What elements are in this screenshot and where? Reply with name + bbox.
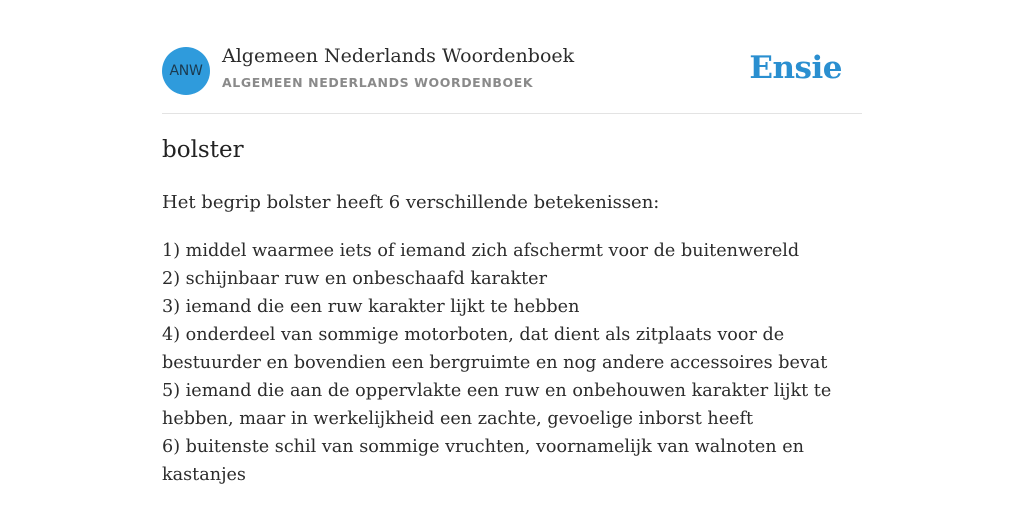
meaning-item: 1) middel waarmee iets of iemand zich afschermt voor de buitenwereld [162, 241, 800, 261]
entry-word: bolster [162, 137, 244, 163]
meaning-item: 3) iemand die een ruw karakter lijkt te hebben [162, 297, 580, 317]
entry-intro: Het begrip bolster heeft 6 verschillende betekenissen: [162, 192, 660, 213]
meaning-item: 6) buitenste schil van sommige vruchten, voornamelijk van walnoten en kastanjes [162, 437, 804, 485]
meaning-item: 2) schijnbaar ruw en onbeschaafd karakter [162, 269, 548, 289]
meaning-item: 4) onderdeel van sommige motorboten, dat dient als zitplaats voor de bestuurder en bovendien een bergruimte en nog andere accessoires bevat [162, 325, 828, 373]
card-header [162, 0, 862, 114]
definition-card [162, 0, 862, 485]
anw-logo[interactable]: ANW [162, 47, 210, 95]
source-subtitle: ALGEMEEN NEDERLANDS WOORDENBOEK [222, 75, 534, 90]
ensie-brand-logo[interactable]: Ensie [749, 50, 842, 86]
meaning-item: 5) iemand die aan de oppervlakte een ruw en onbehouwen karakter lijkt te hebben, maar in werkelijkheid een zachte, gevoelige inborst heeft [162, 381, 832, 429]
meanings-list [162, 237, 867, 489]
source-title[interactable]: Algemeen Nederlands Woordenboek [222, 45, 575, 67]
